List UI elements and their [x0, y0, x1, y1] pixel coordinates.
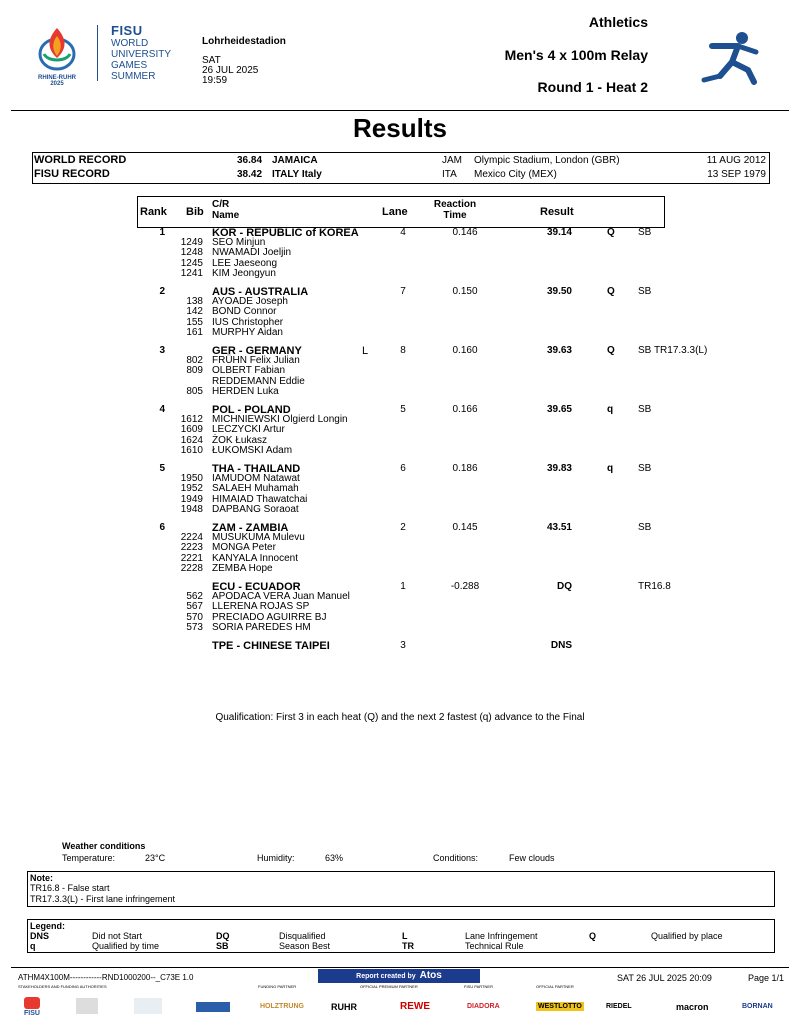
sponsor-category: FUNDING PARTNER — [258, 984, 297, 989]
session-datetime — [202, 56, 258, 86]
team-reaction: 0.150 — [452, 286, 478, 297]
col-name — [212, 199, 239, 221]
page-title: Results — [353, 113, 447, 143]
sponsor-category: OFFICIAL PARTNER — [536, 984, 574, 989]
athlete-name: APODACA VERA Juan Manuel — [212, 590, 350, 602]
team-remark: SB — [638, 227, 652, 238]
athlete-bib: 1952 — [180, 483, 203, 494]
fisu-wordmark — [111, 23, 171, 82]
team-rank: 1 — [159, 227, 165, 238]
day: SAT — [202, 55, 221, 66]
athlete-name: FRÜHN Felix Julian — [212, 354, 300, 366]
legend-code: L — [402, 931, 408, 941]
team-lane: 5 — [400, 404, 406, 415]
athlete-bib: 805 — [186, 386, 203, 397]
humidity-label: Humidity: — [257, 853, 295, 863]
athlete-bib: 142 — [186, 306, 203, 317]
athlete-name: LLERENA ROJAS SP — [212, 601, 310, 612]
legend-desc: Season Best — [279, 941, 331, 951]
team-rank: 2 — [159, 286, 165, 297]
team-result: 39.63 — [546, 345, 572, 356]
footer-rule — [11, 967, 789, 968]
runner-pictogram-icon — [698, 30, 762, 91]
legend-code: q — [30, 941, 36, 951]
note-title: Note: — [30, 873, 53, 883]
record-holder: JAMAICA — [272, 155, 318, 166]
athlete-name: BOND Connor — [212, 306, 277, 317]
athlete-name: LEE Jaeseong — [212, 257, 278, 269]
col-name-label: Name — [212, 210, 240, 221]
record-noc: ITA — [442, 169, 457, 180]
team-lane: 7 — [400, 286, 406, 297]
col-cr: C/R — [212, 199, 230, 210]
team-result: 39.83 — [546, 463, 572, 474]
athlete-bib: 1610 — [180, 445, 203, 456]
sponsor-diadora: DIADORA — [467, 1003, 500, 1010]
team-lane: 6 — [400, 463, 406, 474]
athlete-bib: 1612 — [180, 413, 203, 425]
sponsor-westlotto: WESTLOTTO — [538, 1003, 582, 1010]
atos-banner — [318, 969, 480, 983]
col-time: Time — [443, 210, 467, 221]
col-reaction: Reaction — [433, 199, 477, 210]
team-name: AUS - AUSTRALIA — [212, 286, 309, 298]
sponsor-holztrung: HOLZTRUNG — [260, 1003, 304, 1010]
page-number: Page 1/1 — [747, 973, 784, 983]
athlete-bib: 1249 — [180, 236, 203, 248]
legend-code: TR — [402, 941, 414, 951]
athlete-bib: 1948 — [180, 504, 203, 515]
athlete-bib: 1950 — [180, 472, 203, 484]
legend-desc: Disqualified — [279, 931, 326, 941]
team-remark: SB — [638, 286, 652, 297]
event-title: Men's 4 x 100m Relay — [504, 47, 648, 63]
athlete-name: ŁUKOMSKI Adam — [212, 445, 293, 456]
legend-code: Q — [589, 931, 597, 941]
team-result: 39.65 — [546, 404, 572, 415]
col-bib: Bib — [186, 206, 204, 218]
athlete-bib: 1949 — [180, 493, 203, 505]
legend-title: Legend: — [30, 921, 65, 931]
records-box — [32, 152, 770, 184]
team-remark: SB — [638, 404, 652, 415]
col-reaction-time — [425, 199, 485, 221]
sponsor-macron: macron — [676, 1002, 709, 1012]
logo-divider — [97, 25, 98, 81]
record-value: 36.84 — [237, 155, 263, 166]
team-name: TPE - CHINESE TAIPEI — [212, 640, 330, 652]
athlete-bib: 809 — [186, 365, 203, 376]
legend-desc: Did not Start — [92, 931, 143, 941]
athlete-name: AYOADE Joseph — [212, 295, 288, 307]
athlete-name: NWAMADI Joeljin — [212, 247, 292, 258]
summer-label: SUMMER — [111, 71, 156, 82]
record-noc: JAM — [442, 155, 462, 166]
team-remark: TR16.8 — [638, 581, 671, 592]
partner-logo-icon — [196, 1002, 230, 1012]
record-date: 11 AUG 2012 — [706, 155, 766, 166]
legend-code: SB — [216, 941, 229, 951]
athlete-bib: 155 — [186, 316, 203, 328]
team-rank: 5 — [159, 463, 165, 474]
header-rule — [11, 110, 789, 111]
team-remark: SB — [638, 522, 652, 533]
team-flag: L — [362, 345, 369, 357]
team-name: GER - GERMANY — [212, 345, 302, 357]
athlete-bib: 802 — [186, 354, 203, 366]
record-value: 38.42 — [237, 169, 263, 180]
record-place: Olympic Stadium, London (GBR) — [474, 155, 620, 166]
athlete-name: MURPHY Aidan — [212, 327, 283, 338]
conditions-value: Few clouds — [509, 853, 555, 863]
team-reaction: 0.145 — [452, 522, 478, 533]
athlete-name: ZEMBA Hope — [212, 563, 273, 574]
legend-code: DQ — [216, 931, 230, 941]
sponsor-category: FISU PARTNER — [464, 984, 493, 989]
team-name: POL - POLAND — [212, 404, 291, 416]
athlete-bib: 2224 — [180, 531, 203, 543]
fisu-label: FISU — [111, 23, 143, 38]
team-lane: 2 — [400, 522, 406, 533]
team-qualification: q — [607, 404, 614, 415]
athlete-name: KANYALA Innocent — [212, 552, 298, 564]
humidity-value: 63% — [325, 853, 344, 863]
sponsor-category: OFFICIAL PREMIUM PARTNER — [360, 984, 418, 989]
team-lane: 1 — [400, 581, 406, 592]
venue: Lohrheidestadion — [202, 36, 286, 47]
athlete-name: SORIA PAREDES HM — [212, 622, 311, 633]
report-by: Report created by — [356, 973, 416, 980]
team-qualification: Q — [607, 227, 615, 238]
team-reaction: 0.166 — [452, 404, 478, 415]
sponsor-rewe: REWE — [400, 1001, 430, 1012]
record-place: Mexico City (MEX) — [474, 169, 557, 180]
qualification-note: Qualification: First 3 in each heat (Q) and the next 2 fastest (q) advance to the Final — [215, 712, 585, 723]
athlete-bib: 2223 — [180, 542, 203, 553]
team-result: 39.14 — [546, 227, 572, 238]
athlete-name: IAMUDOM Natawat — [212, 472, 300, 484]
athlete-name: REDDEMANN Eddie — [212, 375, 305, 387]
athlete-name: SEO Minjun — [212, 236, 266, 248]
temperature-value: 23°C — [145, 853, 166, 863]
team-result: 39.50 — [546, 286, 572, 297]
government-logo-icon — [76, 998, 98, 1014]
record-date: 13 SEP 1979 — [707, 169, 766, 180]
team-qualification: Q — [607, 286, 615, 297]
athlete-name: IUS Christopher — [212, 316, 284, 328]
athlete-name: MICHNIEWSKI Olgierd Longin — [212, 413, 348, 425]
team-lane: 8 — [400, 345, 406, 356]
sponsor-fisu: FISU — [24, 1010, 40, 1017]
team-reaction: 0.160 — [452, 345, 478, 356]
athlete-bib: 1245 — [180, 257, 203, 269]
team-reaction: 0.146 — [452, 227, 478, 238]
team-name: KOR - REPUBLIC of KOREA — [212, 227, 359, 239]
year-label: 2025 — [50, 81, 64, 87]
date: 26 JUL 2025 — [202, 65, 259, 76]
athlete-bib: 2221 — [180, 552, 203, 564]
legend-code: DNS — [30, 931, 50, 941]
flame-logo-icon — [30, 24, 84, 72]
university-label: UNIVERSITY — [111, 49, 172, 60]
record-label: WORLD RECORD — [34, 154, 127, 166]
athlete-name: HERDEN Luka — [212, 386, 279, 397]
team-qualification: Q — [607, 345, 615, 356]
athlete-name: SALAEH Muhamah — [212, 483, 299, 494]
legend-desc: Technical Rule — [465, 941, 524, 951]
legend-desc: Qualified by place — [651, 931, 723, 941]
printed-timestamp: SAT 26 JUL 2025 20:09 — [617, 973, 712, 983]
athlete-name: MUSUKUMA Mulevu — [212, 531, 305, 543]
col-lane: Lane — [382, 206, 408, 218]
atos-logo: Atos — [419, 970, 442, 981]
athlete-name: LECZYCKI Artur — [212, 424, 285, 435]
athlete-name: OLBERT Fabian — [212, 365, 286, 376]
athlete-bib: 1609 — [180, 424, 203, 435]
athlete-bib: 573 — [186, 622, 203, 633]
team-result: 43.51 — [546, 522, 572, 533]
athlete-name: HIMAIAD Thawatchai — [212, 493, 308, 505]
team-result: DQ — [557, 581, 572, 592]
team-reaction: 0.186 — [452, 463, 478, 474]
sponsor-bornan: BORNAN — [742, 1003, 773, 1010]
legend-desc: Qualified by time — [92, 941, 160, 951]
athlete-bib: 161 — [186, 327, 203, 338]
col-rank: Rank — [140, 206, 167, 218]
athlete-bib: 1624 — [180, 434, 203, 446]
athlete-bib: 562 — [186, 590, 203, 602]
athlete-bib: 1248 — [180, 247, 203, 258]
team-lane: 4 — [400, 227, 406, 238]
rhine-ruhr-label: RHINE-RUHR — [38, 75, 76, 81]
athlete-name: ŻOK Łukasz — [212, 434, 268, 446]
team-qualification: q — [607, 463, 614, 474]
weather-title: Weather conditions — [62, 841, 146, 851]
sponsor-category: STAKEHOLDERS AND FUNDING AUTHORITIES — [18, 984, 107, 989]
conditions-label: Conditions: — [433, 853, 479, 863]
sponsor-riedel: RIEDEL — [606, 1003, 632, 1010]
games-logo — [30, 24, 90, 87]
athlete-name: DAPBANG Soraoat — [212, 504, 299, 515]
team-rank: 3 — [159, 345, 165, 356]
sponsor-ruhr: RUHR — [331, 1002, 357, 1012]
athlete-bib: 567 — [186, 601, 203, 612]
record-label: FISU RECORD — [34, 168, 110, 180]
team-name: ECU - ECUADOR — [212, 581, 301, 593]
team-remark: SB — [638, 463, 652, 474]
time: 19:59 — [202, 75, 228, 86]
team-name: ZAM - ZAMBIA — [212, 522, 289, 534]
document-code: ATHM4X100M------------RND1000200--_C73E 1.0 — [18, 973, 194, 982]
world-label: WORLD — [111, 38, 149, 49]
athlete-name: KIM Jeongyun — [212, 268, 276, 279]
legend-desc: Lane Infringement — [465, 931, 538, 941]
athlete-bib: 2228 — [180, 563, 203, 574]
note-line: TR16.8 - False start — [30, 883, 110, 893]
team-lane: 3 — [400, 640, 406, 651]
team-remark: SB TR17.3.3(L) — [638, 345, 708, 356]
record-holder: ITALY Italy — [272, 169, 322, 180]
col-result: Result — [540, 206, 574, 218]
note-line: TR17.3.3(L) - First lane infringement — [30, 894, 176, 904]
athlete-bib: 138 — [186, 295, 203, 307]
games-label: GAMES — [111, 60, 148, 71]
athlete-bib: 570 — [186, 611, 203, 623]
fisu-logo-icon — [24, 997, 40, 1009]
athlete-name: PRECIADO AGUIRRE BJ — [212, 611, 327, 623]
team-name: THA - THAILAND — [212, 463, 301, 475]
athlete-name: MONGA Peter — [212, 542, 276, 553]
sport-title: Athletics — [588, 14, 648, 30]
temperature-label: Temperature: — [62, 853, 116, 863]
athlete-bib: 1241 — [180, 268, 203, 279]
team-result: DNS — [550, 640, 572, 651]
team-rank: 4 — [159, 404, 165, 415]
sportland-logo-icon — [134, 998, 162, 1014]
team-rank: 6 — [159, 522, 165, 533]
round-title: Round 1 - Heat 2 — [537, 79, 648, 95]
team-reaction: -0.288 — [450, 581, 480, 592]
